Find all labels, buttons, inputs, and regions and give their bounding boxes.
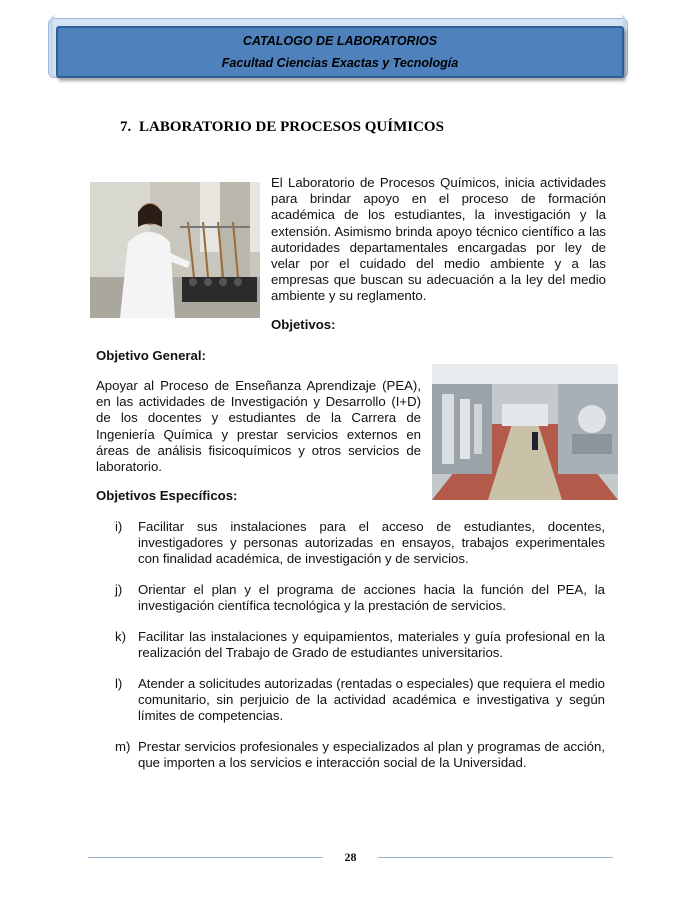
specific-objective-item	[115, 582, 605, 614]
section-name: LABORATORIO DE PROCESOS QUÍMICOS	[139, 119, 444, 135]
item-text: Atender a solicitudes autorizadas (rentadas o especiales) que requiera el medio comunitario, sin perjuicio de la actividad académica e investigativa y según límites de competencias.	[138, 676, 605, 724]
footer-rule-left	[88, 857, 323, 858]
specific-objective-item	[115, 629, 605, 661]
lab-worker-illustration	[90, 182, 260, 318]
catalog-title: CATALOGO DE LABORATORIOS	[242, 34, 438, 48]
item-letter: l)	[115, 676, 123, 691]
faculty-title: Facultad Ciencias Exactas y Tecnología	[221, 56, 459, 70]
specific-objective-item	[115, 739, 605, 771]
item-text: Facilitar las instalaciones y equipamientos, materiales y guía profesional en la realización del Trabajo de Grado de estudiantes universitarios.	[138, 629, 605, 661]
header-banner	[48, 18, 628, 78]
item-text: Facilitar sus instalaciones para el acceso de estudiantes, docentes, investigadores y personas autorizadas en ensayos, trabajos experimentales con finalidad académica, de investigación y de servicios.	[138, 519, 605, 567]
section-title	[120, 119, 444, 136]
page-number: 28	[344, 850, 357, 864]
specific-objective-item	[115, 676, 605, 725]
general-objective-heading: Objetivo General:	[96, 348, 206, 363]
lab-hall-illustration	[432, 364, 618, 500]
specific-objectives-heading: Objetivos Específicos:	[96, 488, 238, 503]
item-text: Orientar el plan y el programa de acciones hacia la función del PEA, la investigación científica tecnológica y la prestación de servicios.	[138, 582, 605, 614]
item-letter: j)	[115, 582, 123, 597]
item-letter: k)	[115, 629, 126, 644]
lab-worker-photo	[90, 182, 260, 318]
item-letter: i)	[115, 519, 123, 534]
section-number: 7.	[120, 119, 132, 135]
intro-paragraph: El Laboratorio de Procesos Químicos, inicia actividades para brindar apoyo en el proceso de formación académica de los estudiantes, la investigación y la extensión. Asimismo brinda apoyo técnico científico a las autoridades departamentales encargadas por ley de velar por el cuidado del medio ambiente y a las empresas que buscan su adecuación a la ley del medio ambiente y su reglamento.	[271, 175, 606, 304]
objectives-heading: Objetivos:	[271, 317, 336, 332]
lab-hall-photo	[432, 364, 618, 500]
general-objective-text: Apoyar al Proceso de Enseñanza Aprendizaje (PEA), en las actividades de Investigación y Desarrollo (I+D) de los docentes y estudiantes de la Carrera de Ingeniería Química y prestar servicios externos en áreas de análisis fisicoquímicos y otros servicios de laboratorio.	[96, 378, 421, 475]
item-letter: m)	[115, 739, 131, 754]
specific-objective-item	[115, 519, 605, 568]
item-text: Prestar servicios profesionales y especializados al plan y programas de acción, que importen a los servicios e interacción social de la Universidad.	[138, 739, 605, 771]
banner-bar	[56, 26, 624, 78]
footer-rule-right	[378, 857, 613, 858]
